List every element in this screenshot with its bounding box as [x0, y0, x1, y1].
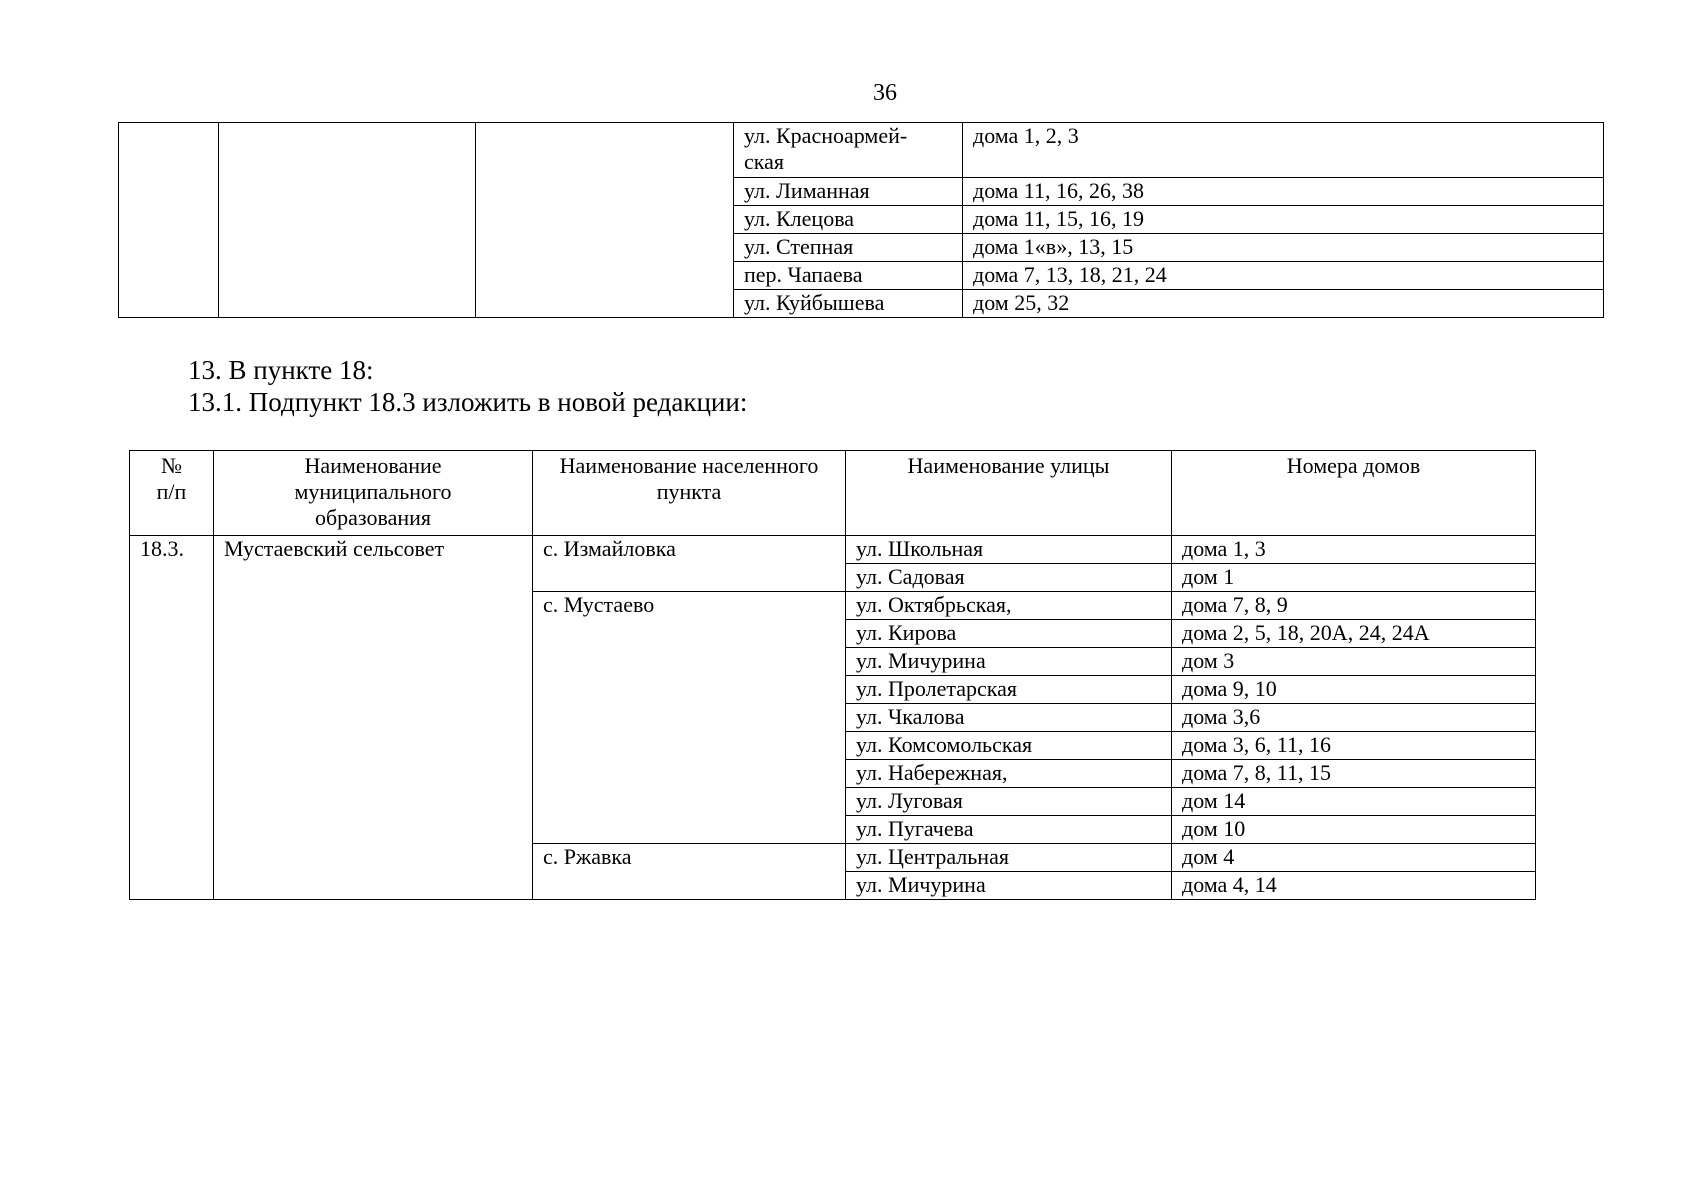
houses-cell: дом 1	[1172, 564, 1536, 592]
street-cell: ул. Луговая	[846, 788, 1172, 816]
houses-cell: дома 7, 8, 9	[1172, 592, 1536, 620]
street-cell: ул. Пугачева	[846, 816, 1172, 844]
settlement-cell: с. Ржавка	[533, 844, 846, 900]
street-cell: ул. Пролетарская	[846, 676, 1172, 704]
empty-cell	[219, 123, 476, 318]
street-cell: ул. Комсомольская	[846, 732, 1172, 760]
header-municipality: Наименование муниципального образования	[214, 451, 533, 536]
table-header-row	[130, 451, 1536, 536]
houses-cell: дома 1, 2, 3	[963, 123, 1604, 178]
street-cell: ул. Кирова	[846, 620, 1172, 648]
street-cell: ул. Октябрьская,	[846, 592, 1172, 620]
street-cell: ул. Центральная	[846, 844, 1172, 872]
header-settlement: Наименование населенного пункта	[533, 451, 846, 536]
houses-cell: дома 7, 8, 11, 15	[1172, 760, 1536, 788]
houses-cell: дома 3, 6, 11, 16	[1172, 732, 1536, 760]
header-houses: Номера домов	[1172, 451, 1536, 536]
houses-cell: дома 4, 14	[1172, 872, 1536, 900]
houses-cell: дом 10	[1172, 816, 1536, 844]
settlement-cell: с. Измайловка	[533, 536, 846, 592]
street-cell: ул. Набережная,	[846, 760, 1172, 788]
houses-cell: дома 3,6	[1172, 704, 1536, 732]
street-cell: ул. Клецова	[734, 206, 963, 234]
paragraph-heading: 13. В пункте 18:	[188, 355, 374, 385]
houses-cell: дома 11, 16, 26, 38	[963, 178, 1604, 206]
street-cell: пер. Чапаева	[734, 262, 963, 290]
paragraph-subheading: 13.1. Подпункт 18.3 изложить в новой редакции:	[188, 387, 748, 417]
street-cell: ул. Садовая	[846, 564, 1172, 592]
header-num: № п/п	[130, 451, 214, 536]
item-number-cell: 18.3.	[130, 536, 214, 900]
street-cell: ул. Школьная	[846, 536, 1172, 564]
street-cell: ул. Куйбышева	[734, 290, 963, 318]
page-number: 36	[873, 80, 897, 106]
continuation-table	[118, 122, 1604, 318]
empty-cell	[476, 123, 734, 318]
houses-cell: дома 1«в», 13, 15	[963, 234, 1604, 262]
street-cell: ул. Чкалова	[846, 704, 1172, 732]
houses-cell: дом 14	[1172, 788, 1536, 816]
street-cell: ул. Лиманная	[734, 178, 963, 206]
street-cell: ул. Степная	[734, 234, 963, 262]
houses-cell: дома 2, 5, 18, 20А, 24, 24А	[1172, 620, 1536, 648]
houses-cell: дома 9, 10	[1172, 676, 1536, 704]
street-cell: ул. Мичурина	[846, 648, 1172, 676]
street-cell: ул. Мичурина	[846, 872, 1172, 900]
houses-cell: дом 4	[1172, 844, 1536, 872]
street-cell: ул. Красноармей- ская	[734, 123, 963, 178]
table-row	[130, 536, 1536, 564]
houses-cell: дома 7, 13, 18, 21, 24	[963, 262, 1604, 290]
municipality-cell: Мустаевский сельсовет	[214, 536, 533, 900]
houses-cell: дом 25, 32	[963, 290, 1604, 318]
empty-cell	[119, 123, 219, 318]
header-street: Наименование улицы	[846, 451, 1172, 536]
settlement-cell: с. Мустаево	[533, 592, 846, 844]
main-table	[129, 450, 1536, 900]
table-row	[119, 123, 1604, 178]
houses-cell: дома 11, 15, 16, 19	[963, 206, 1604, 234]
houses-cell: дома 1, 3	[1172, 536, 1536, 564]
houses-cell: дом 3	[1172, 648, 1536, 676]
